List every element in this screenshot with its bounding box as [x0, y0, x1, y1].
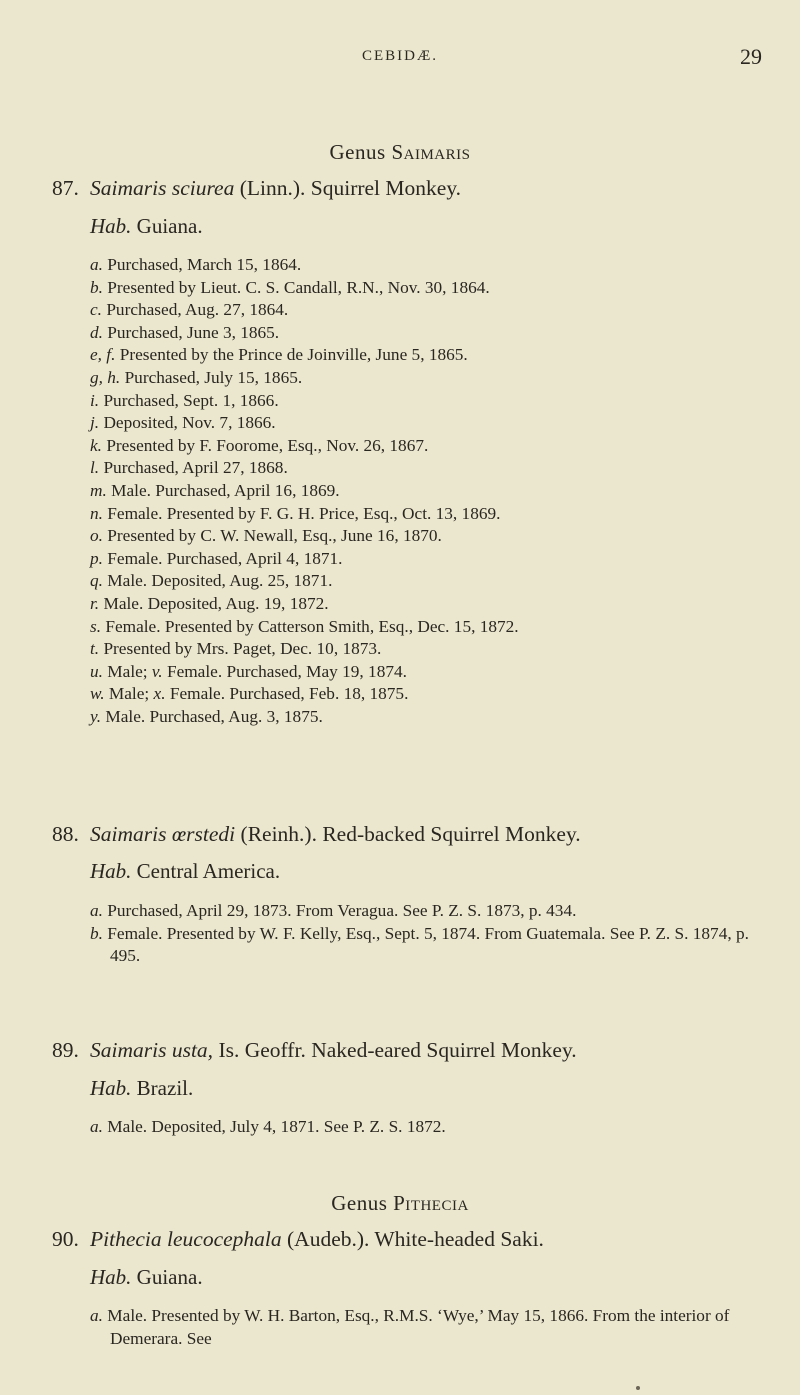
habitat-label: Hab.: [90, 214, 132, 238]
entry-text: Presented by F. Foorome, Esq., Nov. 26, 1867.: [102, 435, 429, 455]
entry-text: Male. Presented by W. H. Barton, Esq., R.M.S. ‘Wye,’ May 15, 1866. From the interior of Demerara. See: [102, 1306, 730, 1348]
habitat-value: Guiana.: [131, 1265, 203, 1289]
specimen-entry: [90, 390, 780, 413]
running-head: [0, 44, 800, 70]
entry-text: Female. Purchased, April 4, 1871.: [102, 548, 343, 568]
entry-letter: o.: [90, 526, 103, 546]
entry-letter: p.: [90, 548, 103, 568]
species-authority: (Audeb.).: [281, 1227, 370, 1251]
genus-heading-pithecia: [0, 1191, 800, 1216]
habitat-label: Hab.: [90, 1265, 132, 1289]
entry-letter: s.: [90, 616, 102, 636]
specimen-entry: [90, 412, 780, 435]
specimen-list-87: [90, 254, 780, 728]
entry-text: Purchased, Aug. 27, 1864.: [102, 300, 289, 320]
habitat-value: Guiana.: [131, 214, 203, 238]
entry-letter: k.: [90, 435, 102, 455]
entry-letter: a.: [90, 255, 103, 274]
specimen-entry: [90, 254, 780, 277]
ink-speck: [636, 1386, 640, 1390]
specimen-entry: [90, 525, 780, 548]
species-number: 89.: [52, 1038, 79, 1062]
genus-name: Saimaris: [391, 140, 471, 164]
specimen-entry: [90, 367, 780, 390]
entry-letter: t.: [90, 639, 100, 659]
habitat-value: Central America.: [131, 859, 281, 883]
specimen-entry: [90, 683, 780, 706]
entry-letter: b.: [90, 923, 103, 943]
specimen-entry: [90, 1305, 780, 1350]
entry-letter: i.: [90, 390, 100, 410]
genus-heading-saimaris: [0, 140, 800, 165]
entry-text: Presented by the Prince de Joinville, June 5, 1865.: [115, 345, 468, 365]
specimen-entry: [90, 661, 780, 684]
entry-letter: c.: [90, 300, 102, 320]
specimen-entry: [90, 457, 780, 480]
entry-letter: e, f.: [90, 345, 116, 365]
entry-letter: d.: [90, 322, 103, 342]
habitat-value: Brazil.: [131, 1076, 194, 1100]
entry-text: Female. Presented by Catterson Smith, Esq., Dec. 15, 1872.: [101, 616, 519, 636]
species-authority: (Reinh.).: [235, 822, 317, 846]
entry-text: Male. Purchased, Aug. 3, 1875.: [101, 706, 323, 726]
genus-prefix: Genus: [329, 140, 392, 164]
habitat-87: [90, 214, 203, 239]
habitat-label: Hab.: [90, 859, 132, 883]
entry-letter: v.: [151, 661, 163, 681]
entry-letter: u.: [90, 661, 103, 681]
specimen-entry: [90, 706, 780, 729]
page-number: 29: [740, 44, 762, 69]
entry-text: Male;: [104, 684, 154, 704]
entry-text: Purchased, April 27, 1868.: [99, 458, 288, 478]
specimen-list-89: [90, 1116, 780, 1139]
running-head-title: CEBIDÆ.: [361, 48, 439, 64]
entry-text: Purchased, April 29, 1873. From Veragua. See P. Z. S. 1873, p. 434.: [102, 901, 577, 920]
species-number: 90.: [52, 1227, 79, 1251]
entry-text: Male. Purchased, April 16, 1869.: [106, 480, 340, 500]
specimen-entry: [90, 593, 780, 616]
entry-text: Purchased, June 3, 1865.: [102, 322, 280, 342]
entry-text: Purchased, Sept. 1, 1866.: [99, 390, 279, 410]
specimen-entry: [90, 923, 780, 968]
entry-letter: x.: [153, 684, 166, 704]
entry-text: Female. Presented by W. F. Kelly, Esq., Sept. 5, 1874. From Guatemala. See P. Z. S. 1874, p. 495.: [102, 923, 749, 966]
entry-text: Female. Purchased, May 19, 1874.: [162, 661, 407, 681]
entry-letter: l.: [90, 458, 100, 478]
species-authority: Is. Geoffr.: [213, 1038, 306, 1062]
entry-letter: g, h.: [90, 367, 121, 387]
entry-text: Male. Deposited, July 4, 1871. See P. Z. S. 1872.: [102, 1117, 446, 1136]
entry-text: Purchased, July 15, 1865.: [120, 367, 303, 387]
specimen-entry: [90, 638, 780, 661]
species-name: Saimaris sciurea: [90, 176, 235, 200]
species-number: 88.: [52, 822, 79, 846]
genus-name: Pithecia: [393, 1191, 469, 1215]
specimen-entry: [90, 570, 780, 593]
entry-text: Male;: [102, 661, 152, 681]
specimen-entry: [90, 548, 780, 571]
entry-letter: w.: [90, 684, 105, 704]
species-heading-90: [52, 1221, 772, 1257]
specimen-entry: [90, 322, 780, 345]
entry-text: Presented by Mrs. Paget, Dec. 10, 1873.: [99, 639, 382, 659]
entry-letter: a.: [90, 1117, 103, 1136]
entry-text: Purchased, March 15, 1864.: [102, 255, 302, 274]
entry-letter: n.: [90, 503, 103, 523]
entry-letter: b.: [90, 277, 103, 297]
specimen-entry: [90, 435, 780, 458]
entry-letter: j.: [90, 413, 100, 433]
specimen-entry: [90, 299, 780, 322]
entry-letter: a.: [90, 1306, 103, 1325]
entry-letter: y.: [90, 706, 102, 726]
entry-letter: m.: [90, 480, 107, 500]
species-common-name: Naked-eared Squirrel Monkey.: [305, 1038, 577, 1062]
species-name: Pithecia leucocephala: [90, 1227, 282, 1251]
species-heading-88: [52, 816, 772, 852]
habitat-90: [90, 1265, 203, 1290]
specimen-entry: [90, 900, 780, 923]
specimen-entry: [90, 277, 780, 300]
entry-letter: r.: [90, 593, 100, 613]
species-heading-89: [52, 1032, 772, 1068]
entry-text: Female. Presented by F. G. H. Price, Esq., Oct. 13, 1869.: [102, 503, 501, 523]
habitat-88: [90, 859, 280, 884]
species-name: Saimaris usta,: [90, 1038, 214, 1062]
specimen-list-90: [90, 1305, 780, 1350]
specimen-entry: [90, 503, 780, 526]
species-common-name: White-headed Saki.: [369, 1227, 544, 1251]
genus-prefix: Genus: [331, 1191, 394, 1215]
entry-text: Female. Purchased, Feb. 18, 1875.: [165, 684, 409, 704]
species-common-name: Squirrel Monkey.: [305, 176, 462, 200]
specimen-list-88: [90, 900, 780, 968]
specimen-entry: [90, 344, 780, 367]
species-name: Saimaris œrstedi: [90, 822, 236, 846]
entry-letter: q.: [90, 571, 103, 591]
entry-letter: a.: [90, 901, 103, 920]
specimen-entry: [90, 1116, 780, 1139]
habitat-89: [90, 1076, 193, 1101]
habitat-label: Hab.: [90, 1076, 132, 1100]
entry-text: Deposited, Nov. 7, 1866.: [99, 413, 276, 433]
species-number: 87.: [52, 176, 79, 200]
species-authority: (Linn.).: [234, 176, 306, 200]
specimen-entry: [90, 616, 780, 639]
species-common-name: Red-backed Squirrel Monkey.: [316, 822, 581, 846]
entry-text: Male. Deposited, Aug. 19, 1872.: [99, 593, 329, 613]
species-heading-87: [52, 170, 772, 206]
entry-text: Presented by C. W. Newall, Esq., June 16, 1870.: [102, 526, 442, 546]
specimen-entry: [90, 480, 780, 503]
entry-text: Male. Deposited, Aug. 25, 1871.: [102, 571, 333, 591]
entry-text: Presented by Lieut. C. S. Candall, R.N., Nov. 30, 1864.: [102, 277, 490, 297]
